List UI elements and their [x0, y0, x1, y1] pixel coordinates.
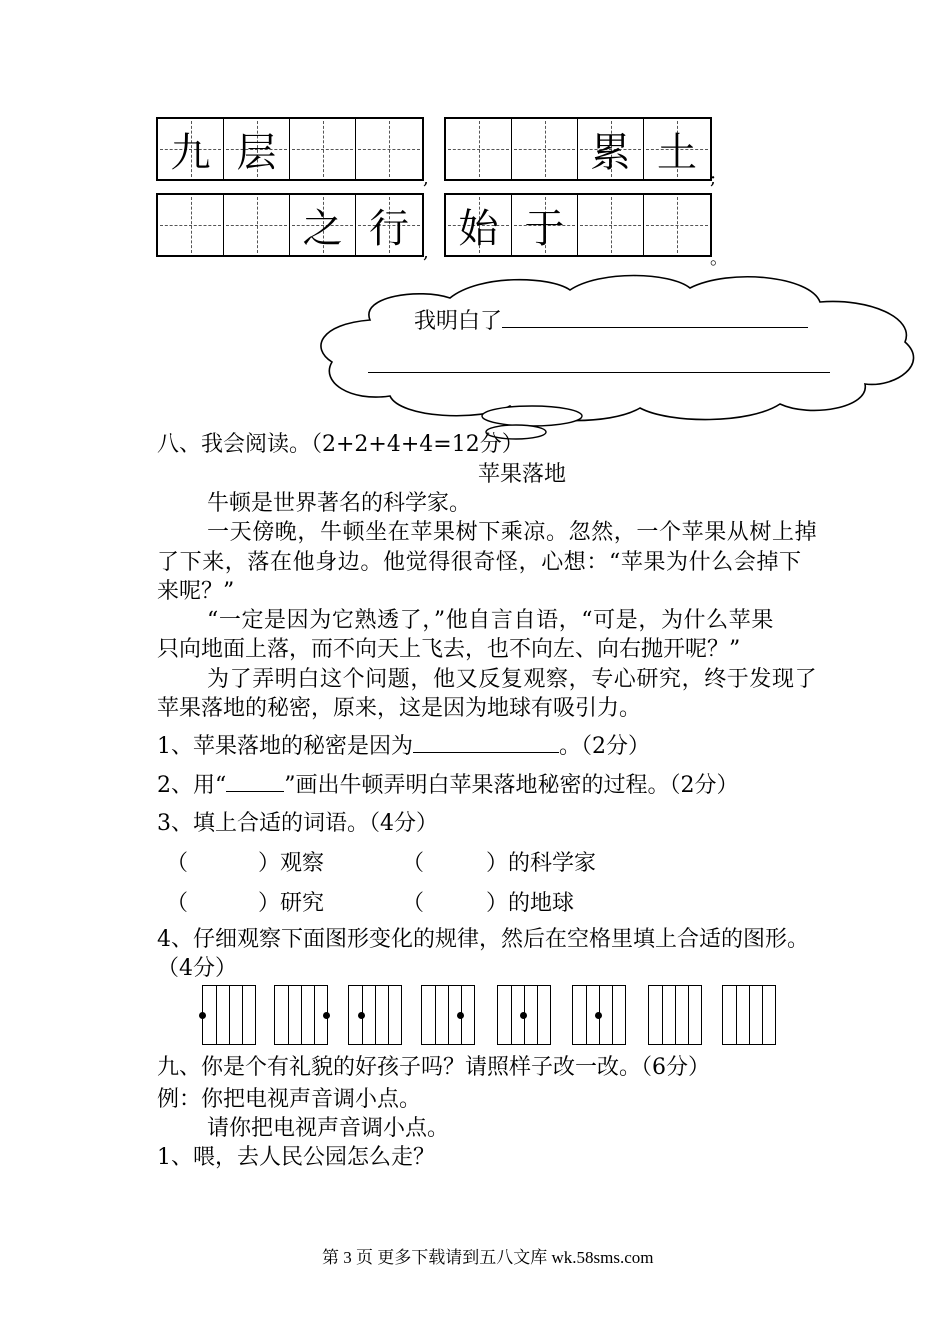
figure-line	[448, 986, 449, 1044]
figure-line	[229, 986, 230, 1044]
idiom-grid-row1-right	[444, 117, 712, 181]
pattern-figure	[421, 985, 475, 1045]
figure-line	[762, 986, 763, 1044]
figure-line	[537, 986, 538, 1044]
figure-line	[375, 986, 376, 1044]
paragraph-line: 苹果落地的秘密，原来，这是因为地球有吸引力。	[157, 696, 642, 721]
paragraph-line: 了下来，落在他身边。他觉得很奇怪，心想：“苹果为什么会掉下	[157, 550, 802, 575]
punct-comma: ,	[423, 168, 429, 189]
answer-blank[interactable]	[368, 372, 830, 373]
grid-cell[interactable]	[512, 119, 578, 179]
figure-line	[688, 986, 689, 1044]
paragraph-line: 牛顿是世界著名的科学家。	[207, 491, 472, 516]
pattern-figure	[274, 985, 328, 1045]
figure-dot	[595, 1012, 602, 1019]
page-footer: 第 3 页 更多下载请到五八文库 wk.58sms.com	[322, 1248, 654, 1267]
grid-cell: 累	[578, 119, 644, 179]
figure-line	[435, 986, 436, 1044]
section9-heading: 九、你是个有礼貌的好孩子吗？请照样子改一改。（6分）	[157, 1055, 710, 1080]
pattern-figure[interactable]	[648, 985, 702, 1045]
figure-line	[511, 986, 512, 1044]
pattern-figure	[202, 985, 256, 1045]
pattern-figure	[497, 985, 551, 1045]
figure-line	[612, 986, 613, 1044]
fill-item: （ ）观察	[166, 851, 325, 876]
pattern-figure[interactable]	[722, 985, 776, 1045]
figure-line	[586, 986, 587, 1044]
figure-line	[736, 986, 737, 1044]
grid-cell: 行	[356, 195, 422, 255]
section8-heading: 八、我会阅读。（2+2+4+4=12分）	[157, 432, 524, 457]
grid-cell: 始	[446, 195, 512, 255]
punct-period: 。	[710, 248, 728, 269]
grid-cell[interactable]	[644, 195, 710, 255]
paragraph-line: “一定是因为它熟透了，”他自言自语，“可是，为什么苹果	[207, 608, 774, 633]
section9-question-1: 1、喂，去人民公园怎么走？	[157, 1145, 435, 1170]
grid-cell[interactable]	[290, 119, 356, 179]
figure-line	[288, 986, 289, 1044]
question-1: 1、苹果落地的秘密是因为 。（2分）	[157, 730, 650, 762]
figure-dot	[199, 1012, 206, 1019]
cloud-prompt: 我明白了	[414, 309, 503, 334]
punct-semicolon: ;	[710, 168, 717, 189]
pattern-figure	[572, 985, 626, 1045]
grid-cell[interactable]	[224, 195, 290, 255]
figure-dot	[323, 1012, 330, 1019]
example-line: 请你把电视声音调小点。	[207, 1116, 450, 1141]
story-title: 苹果落地	[478, 462, 567, 487]
pattern-figure	[348, 985, 402, 1045]
grid-cell[interactable]	[578, 195, 644, 255]
question-2: 2、用“ ”画出牛顿弄明白苹果落地秘密的过程。（2分）	[157, 769, 739, 801]
example-line: 例：你把电视声音调小点。	[157, 1087, 422, 1112]
idiom-grid-row2-left	[156, 193, 424, 257]
idiom-grid-row1-left	[156, 117, 424, 181]
grid-cell: 九	[158, 119, 224, 179]
question-4: 4、仔细观察下面图形变化的规律，然后在空格里填上合适的图形。	[157, 927, 809, 952]
grid-cell: 土	[644, 119, 710, 179]
question-3: 3、填上合适的词语。（4分）	[157, 811, 438, 836]
fill-item: （ ）研究	[166, 891, 325, 916]
figure-line	[242, 986, 243, 1044]
answer-blank[interactable]	[413, 730, 559, 753]
figure-line	[388, 986, 389, 1044]
figure-dot	[358, 1012, 365, 1019]
paragraph-line: 只向地面上落，而不向天上飞去，也不向左、向右抛开呢？”	[157, 637, 741, 662]
grid-cell: 层	[224, 119, 290, 179]
figure-line	[662, 986, 663, 1044]
idiom-grid-row2-right	[444, 193, 712, 257]
grid-cell[interactable]	[446, 119, 512, 179]
thought-cloud	[310, 268, 915, 440]
question-4-score: （4分）	[157, 956, 237, 981]
figure-line	[675, 986, 676, 1044]
answer-blank[interactable]	[502, 305, 808, 328]
grid-cell[interactable]	[158, 195, 224, 255]
grid-cell: 于	[512, 195, 578, 255]
figure-dot	[520, 1012, 527, 1019]
fill-item: （ ）的地球	[402, 891, 575, 916]
paragraph-line: 为了弄明白这个问题，他又反复观察，专心研究，终于发现了	[207, 667, 818, 692]
figure-line	[301, 986, 302, 1044]
paragraph-line: 来呢？”	[157, 579, 235, 604]
paragraph-line: 一天傍晚，牛顿坐在苹果树下乘凉。忽然，一个苹果从树上掉	[207, 520, 818, 545]
punct-comma: ,	[423, 242, 429, 263]
grid-cell: 之	[290, 195, 356, 255]
grid-cell[interactable]	[356, 119, 422, 179]
figure-line	[314, 986, 315, 1044]
underline-sample	[226, 769, 284, 792]
fill-item: （ ）的科学家	[402, 851, 597, 876]
figure-line	[216, 986, 217, 1044]
figure-line	[749, 986, 750, 1044]
figure-dot	[457, 1012, 464, 1019]
